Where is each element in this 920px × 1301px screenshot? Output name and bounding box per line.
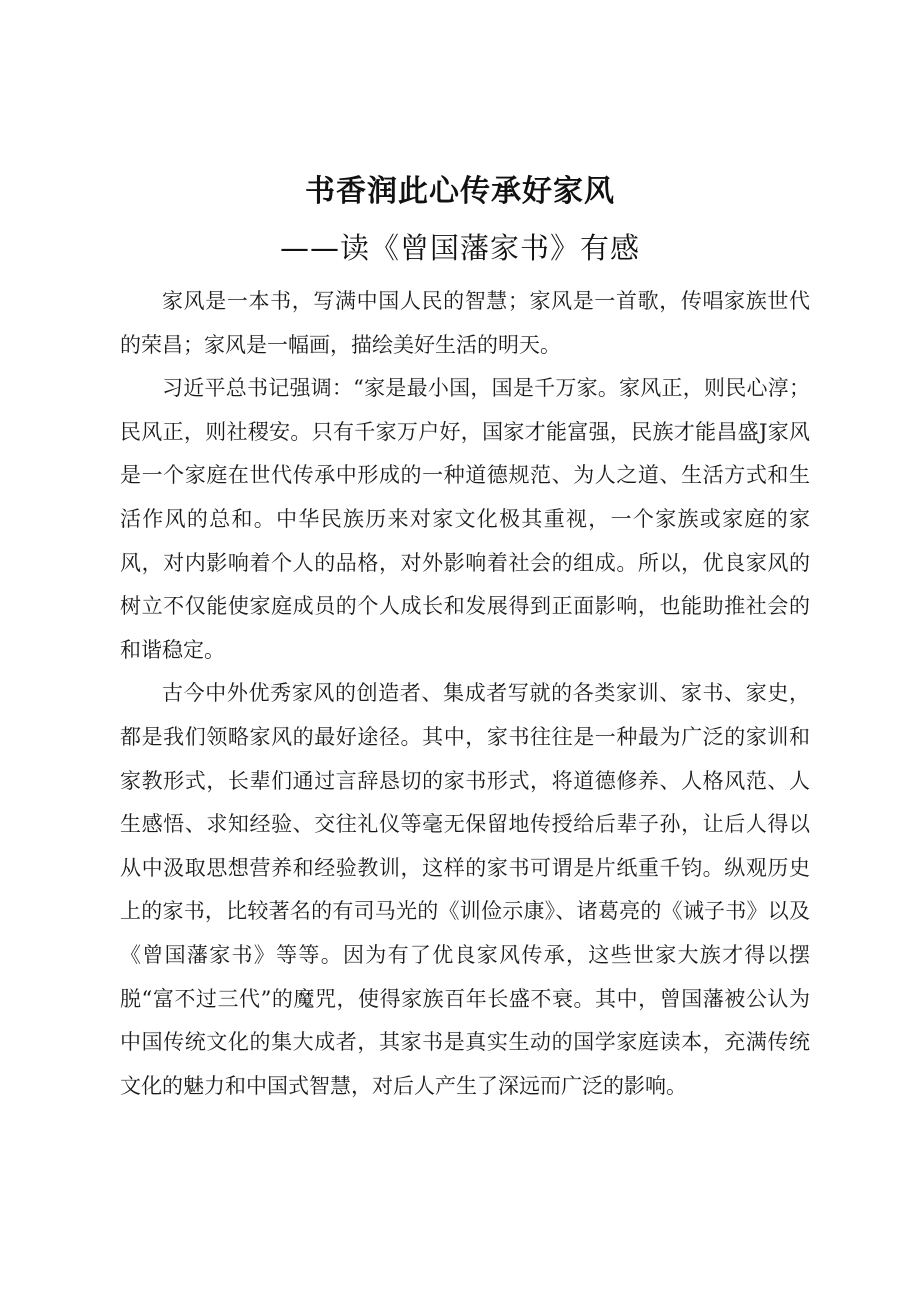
paragraph: 习近平总书记强调：“家是最小国，国是千万家。家风正，则民心淳；民风正，则社稷安。只有千家万户好，国家才能富强，民族才能昌盛J家风是一个家庭在世代传承中形成的一种道德规范、为人之道、生活方式和生活作风的总和。中华民族历来对家文化极其重视，一个家族或家庭的家风，对内影响着个人的品格，对外影响着社会的组成。所以，优良家风的树立不仅能使家庭成员的个人成长和发展得到正面影响，也能助推社会的和谐稳定。 xyxy=(120,376,810,662)
document-subtitle: ——读《曾国藩家书》有感 xyxy=(279,231,640,265)
document-body xyxy=(120,280,810,1108)
paragraph: 古今中外优秀家风的创造者、集成者写就的各类家训、家书、家史，都是我们领略家风的最好途径。其中，家书往往是一种最为广泛的家训和家教形式，长辈们通过言辞恳切的家书形式，将道德修养、人格风范、人生感悟、求知经验、交往礼仪等毫无保留地传授给后辈子孙，让后人得以从中汲取思想营养和经验教训，这样的家书可谓是片纸重千钧。纵观历史上的家书，比较著名的有司马光的《训俭示康》、诸葛亮的《诫子书》以及《曾国藩家书》等等。因为有了优良家风传承，这些世家大族才得以摆脱“富不过三代”的魔咒，使得家族百年长盛不衰。其中，曾国藩被公认为中国传统文化的集大成者，其家书是真实生动的国学家庭读本，充满传统文化的魅力和中国式智慧，对后人产生了深远而广泛的影响。 xyxy=(120,681,810,1098)
document-title: 书香润此心传承好家风 xyxy=(305,174,615,209)
paragraph: 家风是一本书，写满中国人民的智慧；家风是一首歌，传唱家族世代的荣昌；家风是一幅画，描绘美好生活的明天。 xyxy=(120,289,810,357)
